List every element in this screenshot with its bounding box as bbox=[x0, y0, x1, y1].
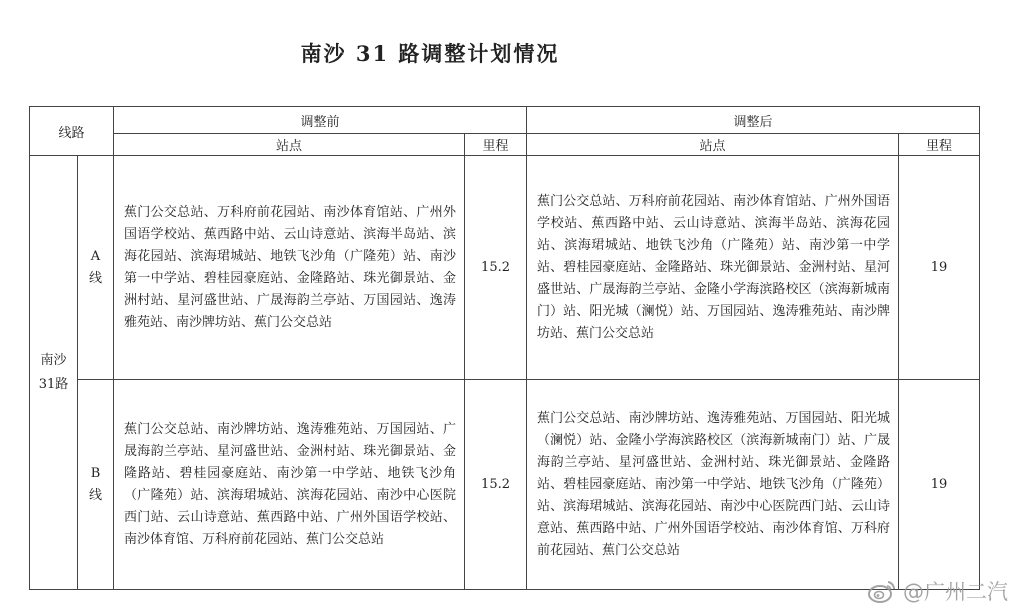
route-name: 南沙31路 bbox=[38, 352, 69, 392]
line-a-after-mileage: 19 bbox=[899, 156, 980, 380]
table-row-b bbox=[30, 380, 980, 590]
header-row-1 bbox=[30, 107, 980, 134]
header-before: 调整前 bbox=[114, 107, 527, 134]
line-b-before-stations: 蕉门公交总站、南沙牌坊站、逸涛雅苑站、万国园站、广晟海韵兰亭站、星河盛世站、金洲村站、珠光御景站、金隆路站、碧桂园豪庭站、南沙第一中学站、地铁飞沙角（广隆苑）站、滨海珺城站、滨海花园站、南沙中心医院西门站、云山诗意站、蕉西路中站、广州外国语学校站、南沙体育馆、万科府前花园站、蕉门公交总站 bbox=[114, 380, 465, 590]
header-before-mileage: 里程 bbox=[465, 134, 527, 156]
line-b-label-cell bbox=[78, 380, 114, 590]
line-a-label-cell bbox=[78, 156, 114, 380]
page-title: 南沙 31 路调整计划情况 bbox=[300, 41, 560, 66]
route-name-cell bbox=[30, 156, 78, 590]
line-a-label: A线 bbox=[88, 248, 102, 286]
line-b-after-mileage: 19 bbox=[899, 380, 980, 590]
line-a-before-mileage: 15.2 bbox=[465, 156, 527, 380]
line-a-before-stations: 蕉门公交总站、万科府前花园站、南沙体育馆站、广州外国语学校站、蕉西路中站、云山诗意站、滨海半岛站、滨海花园站、滨海珺城站、地铁飞沙角（广隆苑）站、南沙第一中学站、碧桂园豪庭站、金隆路站、珠光御景站、金洲村站、星河盛世站、广晟海韵兰亭站、万国园站、逸涛雅苑站、南沙牌坊站、蕉门公交总站 bbox=[114, 156, 465, 380]
header-before-stations: 站点 bbox=[114, 134, 465, 156]
header-after-mileage: 里程 bbox=[899, 134, 980, 156]
table-row-a bbox=[30, 156, 980, 380]
header-route: 线路 bbox=[30, 107, 114, 156]
watermark-text: @广州二汽 bbox=[903, 580, 1008, 604]
line-b-after-stations: 蕉门公交总站、南沙牌坊站、逸涛雅苑站、万国园站、阳光城（澜悦）站、金隆小学海滨路校区（滨海新城南门）站、广晟海韵兰亭站、星河盛世站、金洲村站、珠光御景站、金隆路站、碧桂园豪庭站、南沙第一中学站、地铁飞沙角（广隆苑）站、滨海珺城站、滨海花园站、南沙中心医院西门站、云山诗意站、蕉西路中站、广州外国语学校站、南沙体育馆、万科府前花园站、蕉门公交总站 bbox=[527, 380, 899, 590]
line-b-before-mileage: 15.2 bbox=[465, 380, 527, 590]
header-after-stations: 站点 bbox=[527, 134, 899, 156]
route-adjustment-table bbox=[29, 106, 980, 590]
line-a-after-stations: 蕉门公交总站、万科府前花园站、南沙体育馆站、广州外国语学校站、蕉西路中站、云山诗意站、滨海半岛站、滨海花园站、滨海珺城站、地铁飞沙角（广隆苑）站、南沙第一中学站、碧桂园豪庭站、金隆路站、珠光御景站、金洲村站、星河盛世站、广晟海韵兰亭站、金隆小学海滨路校区（滨海新城南门）站、阳光城（澜悦）站、万国园站、逸涛雅苑站、南沙牌坊站、蕉门公交总站 bbox=[527, 156, 899, 380]
header-row-2 bbox=[30, 134, 980, 156]
line-b-label: B线 bbox=[88, 465, 102, 503]
header-after: 调整后 bbox=[527, 107, 980, 134]
weibo-icon bbox=[867, 578, 897, 604]
watermark bbox=[867, 576, 1008, 606]
